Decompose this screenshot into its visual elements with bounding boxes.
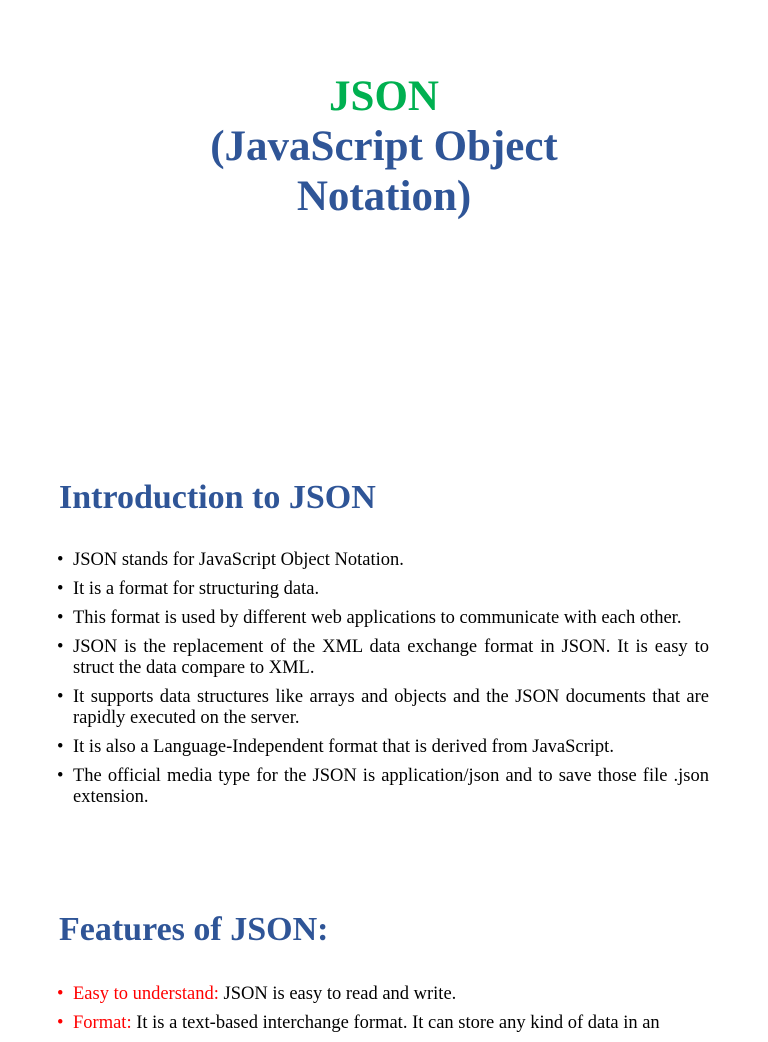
intro-heading: Introduction to JSON <box>59 479 376 516</box>
feature-term: Easy to understand: <box>73 984 219 1004</box>
list-item <box>57 984 709 1005</box>
list-item <box>57 766 709 808</box>
list-item-text: The official media type for the JSON is application/json and to save those file .json extension. <box>73 766 709 807</box>
list-item <box>57 687 709 729</box>
bullet-icon: • <box>57 984 64 1004</box>
bullet-icon: • <box>57 579 64 599</box>
features-heading: Features of JSON: <box>59 911 329 948</box>
feature-text: It is a text-based interchange format. It can store any kind of data in an <box>131 1013 660 1033</box>
list-item <box>57 737 709 758</box>
list-item-text: This format is used by different web applications to communicate with each other. <box>73 608 682 628</box>
title-sub-line-2: Notation) <box>296 173 472 220</box>
feature-term: Format: <box>73 1013 132 1033</box>
bullet-icon: • <box>57 608 64 628</box>
list-item-text: It is also a Language-Independent format that is derived from JavaScript. <box>73 737 614 757</box>
list-item <box>57 579 709 600</box>
title-sub-line-1: (JavaScript Object <box>210 123 558 170</box>
list-item-text: JSON stands for JavaScript Object Notation. <box>73 550 404 570</box>
feature-text: JSON is easy to read and write. <box>218 984 457 1004</box>
list-item-text: It is a format for structuring data. <box>73 579 320 599</box>
features-bullet-list <box>57 984 709 1042</box>
intro-bullet-list <box>57 550 709 816</box>
list-item <box>57 637 709 679</box>
bullet-icon: • <box>57 766 64 786</box>
list-item-text: JSON is the replacement of the XML data exchange format in JSON. It is easy to struct the data compare to XML. <box>73 637 709 678</box>
list-item <box>57 608 709 629</box>
bullet-icon: • <box>57 637 64 657</box>
bullet-icon: • <box>57 737 64 757</box>
bullet-icon: • <box>57 1013 64 1033</box>
bullet-icon: • <box>57 550 64 570</box>
list-item <box>57 550 709 571</box>
bullet-icon: • <box>57 687 64 707</box>
slide-title <box>0 72 768 222</box>
title-main: JSON <box>329 73 439 120</box>
list-item-text: It supports data structures like arrays and objects and the JSON documents that are rapidly executed on the server. <box>73 687 709 728</box>
